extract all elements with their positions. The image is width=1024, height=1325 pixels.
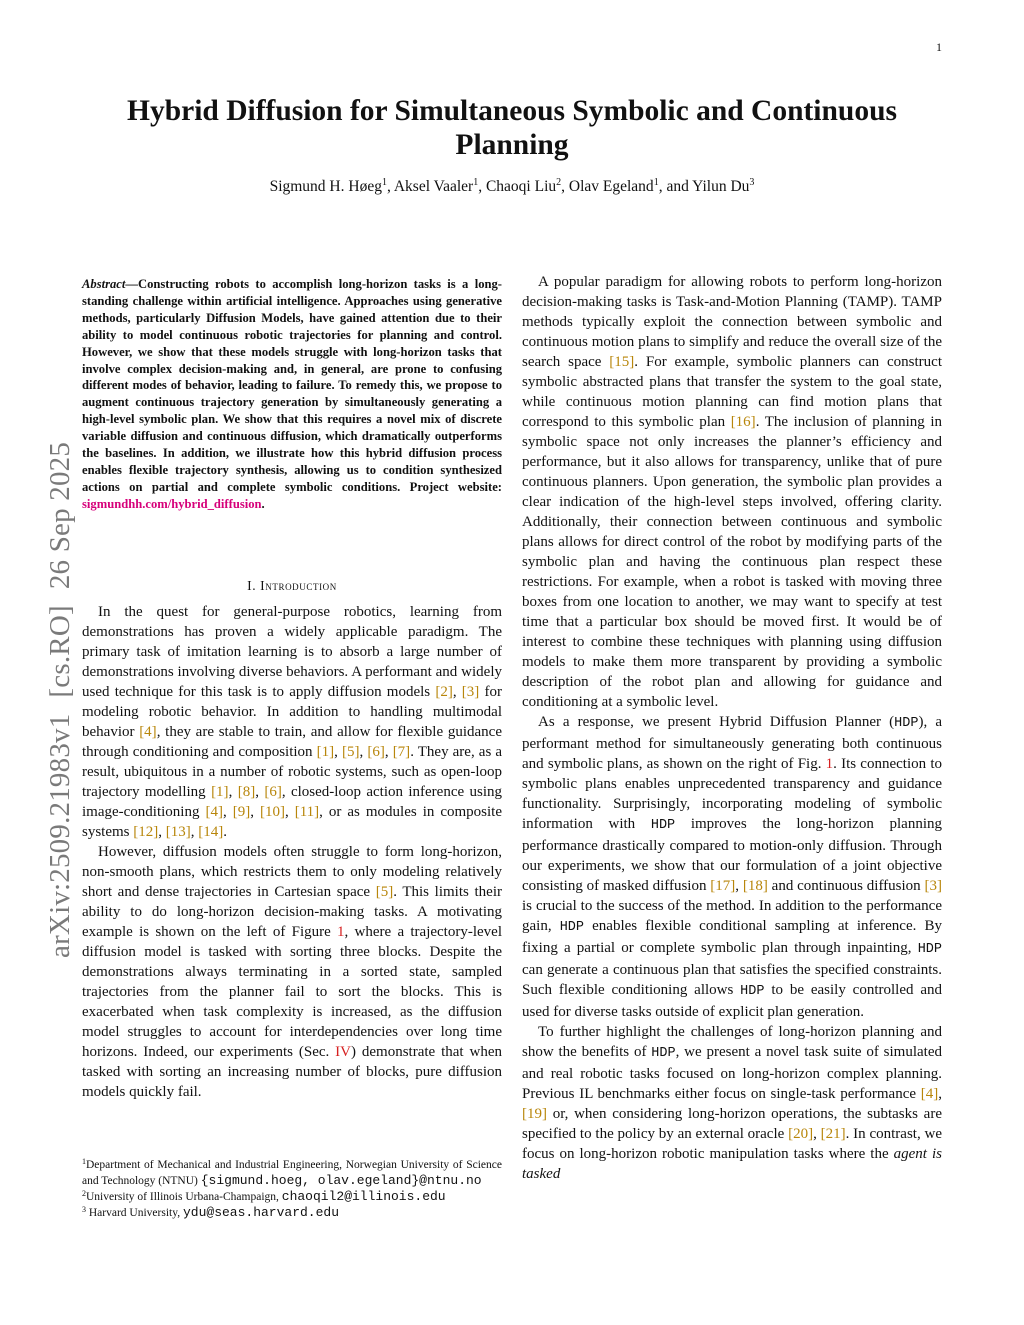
paragraph: To further highlight the challenges of long-horizon planning and show the benefits of HDP, we present a novel task suite of simulated and real robotic tasks focused on long-horizon complex planning. Previous IL benchmarks either focus on single-task performance [4], [19] or, when considering long-horizon operations, the subtasks are specified to the policy by an external oracle [20], [21]. In contrast, we focus on long-horizon robotic manipulation tasks where the agent is tasked — [522, 1024, 942, 1182]
citation-link[interactable]: [12] — [133, 824, 159, 840]
citation-link[interactable]: [21] — [820, 1126, 846, 1142]
citation-link[interactable]: [4] — [920, 1086, 939, 1102]
citation-link[interactable]: [11] — [294, 804, 320, 820]
citation-link[interactable]: [14] — [198, 824, 224, 840]
citation-link[interactable]: [3] — [461, 684, 480, 700]
abstract-text: —Constructing robots to accomplish long-horizon tasks is a long-standing challenge within artificial intelligence. Approaches using generative methods, particularly Diffusion Models, have gained attention due to their ability to model continuous robotic trajectories for planning and control. However, we show that these models struggle with long-horizon tasks that involve complex decision-making and, in general, are prone to confusing different modes of behavior, leading to failure. To remedy this, we propose to augment continuous trajectory generation by simultaneously generating a high-level symbolic plan. We show that this requires a novel mix of discrete variable diffusion and continuous diffusion, which dramatically outperforms the baselines. In addition, we illustrate how this hybrid diffusion process enables flexible trajectory synthesis, allowing us to condition synthesized actions on partial and complete symbolic conditions. Project website: — [82, 277, 502, 494]
abstract: Abstract—Constructing robots to accomplish long-horizon tasks is a long-standing challenge within artificial intelligence. Approaches using generative methods, particularly Diffusion Models, have gained attention due to their ability to model continuous robotic trajectories for planning and control. However, we show that these models struggle with long-horizon tasks that involve complex decision-making and, in general, are prone to confusing different modes of behavior, leading to failure. To remedy this, we propose to augment continuous trajectory generation by simultaneously generating a high-level symbolic plan. We show that this requires a novel mix of discrete variable diffusion and continuous diffusion, which dramatically outperforms the baselines. In addition, we illustrate how this hybrid diffusion process enables flexible trajectory synthesis, allowing us to condition synthesized actions on partial and complete symbolic conditions. Project website: sigmundhh.com/hybrid_diffusion. — [82, 277, 502, 511]
citation-link[interactable]: [13] — [165, 824, 191, 840]
citation-link[interactable]: [5] — [342, 744, 360, 760]
citation-link[interactable]: [2] — [435, 684, 453, 700]
citation-link[interactable]: [15] — [609, 354, 635, 370]
footnote-email[interactable]: chaoqil2@illinois.edu — [281, 1189, 446, 1204]
citation-link[interactable]: [6] — [264, 784, 282, 800]
left-column-body — [82, 602, 502, 1102]
method-name: HDP — [917, 942, 942, 957]
section-heading — [82, 578, 502, 594]
method-name: HDP — [651, 1046, 676, 1061]
citation-link[interactable]: [19] — [522, 1106, 547, 1122]
arxiv-id: arXiv:2509.21983v1 — [44, 713, 76, 958]
cross-reference-link[interactable]: 1 — [337, 924, 345, 940]
method-name: HDP — [559, 920, 585, 935]
cross-reference-link[interactable]: IV — [335, 1044, 351, 1060]
paper-title: Hybrid Diffusion for Simultaneous Symbolic and Continuous Planning — [127, 95, 897, 161]
section-number: I. — [247, 578, 257, 593]
method-name: HDP — [650, 818, 676, 833]
citation-link[interactable]: [20] — [788, 1126, 814, 1142]
footnote-email[interactable]: ydu@seas.harvard.edu — [182, 1205, 340, 1220]
footnotes — [82, 1158, 502, 1221]
arxiv-date: 26 Sep 2025 — [44, 441, 76, 590]
author: Sigmund H. Høeg$^1$ — [269, 177, 387, 195]
cross-reference-link[interactable]: 1 — [825, 756, 834, 772]
arxiv-identifier — [44, 426, 77, 958]
author-list: Sigmund H. Høeg$^1$, Aksel Vaaler$^1$, Chaoqi Liu$^2$, Olav Egeland$^1$, and Yilun Du$^3$ — [269, 177, 755, 195]
method-name: HDP — [740, 984, 765, 999]
footnote: $^1$Department of Mechanical and Industrial Engineering, Norwegian University of Science and Technology (NTNU) {sigmund.hoeg, olav.egeland}@ntnu.no — [82, 1157, 502, 1188]
citation-link[interactable]: [4] — [139, 724, 157, 740]
citation-link[interactable]: [6] — [367, 744, 385, 760]
project-website-link[interactable]: sigmundhh.com/hybrid_diffusion — [82, 496, 262, 511]
method-name: HDP — [894, 716, 919, 731]
page-number: 1 — [936, 40, 942, 54]
citation-link[interactable]: [16] — [730, 414, 756, 430]
right-column-body — [522, 272, 942, 1184]
author: Yilun Du$^3$ — [692, 177, 755, 195]
emphasis: agent is tasked — [522, 1146, 942, 1182]
footnote: $^3$ Harvard University, ydu@seas.harvard.edu — [82, 1205, 340, 1220]
author: Aksel Vaaler$^1$ — [393, 177, 479, 195]
citation-link[interactable]: [17] — [710, 878, 736, 894]
arxiv-category: [cs.RO] — [44, 605, 76, 698]
paragraph: In the quest for general-purpose robotics, learning from demonstrations has proven a widely applicable paradigm. The primary task of imitation learning is to absorb a large number of demonstrations involving diverse behaviors. A performant and widely used technique for this task is to apply diffusion models [2], [3] for modeling robotic behavior. In addition to handling multimodal behavior [4], they are stable to train, and allow for flexible guidance through conditioning and composition [1], [5], [6], [7]. They are, as a result, ubiquitous in a number of robotic systems, such as open-loop trajectory modelling [1], [8], [6], closed-loop action inference using image-conditioning [4], [9], [10], [11], or as modules in composite systems [12], [13], [14]. — [82, 604, 503, 840]
citation-link[interactable]: [8] — [237, 784, 256, 800]
citation-link[interactable]: [1] — [211, 784, 229, 800]
citation-link[interactable]: [4] — [205, 804, 223, 820]
author: Chaoqi Liu$^2$ — [485, 177, 562, 195]
author: Olav Egeland$^1$ — [568, 177, 659, 195]
citation-link[interactable]: [9] — [232, 804, 251, 820]
citation-link[interactable]: [1] — [316, 744, 335, 760]
abstract-label: Abstract — [82, 277, 126, 291]
citation-link[interactable]: [3] — [924, 878, 942, 894]
section-title: Introduction — [260, 578, 337, 593]
citation-link[interactable]: [10] — [259, 804, 285, 820]
footnote: $^2$University of Illinois Urbana-Champaign, chaoqil2@illinois.edu — [82, 1189, 446, 1204]
paragraph: A popular paradigm for allowing robots to perform long-horizon decision-making tasks is Task-and-Motion Planning (TAMP). TAMP methods typically exploit the connection between symbolic and continuous motion plans to simplify and reduce the overall size of the search space [15]. For example, symbolic planners can construct symbolic abstracted plans that transfer the system to the goal state, while continuous motion planning can find motion plans that correspond to this symbolic plan [16]. The inclusion of planning in symbolic space not only increases the planner’s efficiency and performance, but it also allows for transparency, unlike that of pure continuous planners. Upon generation, the symbolic plan provides a clear indication of the high-level steps involved, offering clarity. Additionally, their connection between continuous and symbolic plans allows for direct control of the robot by modifying parts of the symbolic plan and having the continuous plan respect these restrictions. For example, when a robot is tasked with moving three boxes from one location to another, we may want to specify at test time that a particular box should be moved first. It would be of interest to combine these techniques with planning using diffusion models to make them more transparent by providing a symbolic description of the robot plan and allowing for guidance and conditioning at a symbolic level. — [522, 274, 943, 710]
footnote-email[interactable]: {sigmund.hoeg, olav.egeland}@ntnu.no — [200, 1173, 482, 1188]
paragraph: As a response, we present Hybrid Diffusion Planner (HDP), a performant method for simultaneously generating both continuous and symbolic plans, as shown on the right of Fig. 1. Its connection to symbolic plans enables unprecedented transparency and guidance functionality. Surprisingly, incorporating modeling of symbolic information with HDP improves the long-horizon planning performance drastically compared to motion-only diffusion. Through our experiments, we show that our formulation of a joint objective consisting of masked diffusion [17], [18] and continuous diffusion [3] is crucial to the success of the method. In addition to the performance gain, HDP enables flexible conditional sampling at inference. By fixing a partial or complete symbolic plan through inpainting, HDP can generate a continuous plan that satisfies the specified constraints. Such flexible conditioning allows HDP to be easily controlled and used for diverse tasks outside of explicit plan generation. — [522, 714, 943, 1020]
paragraph: However, diffusion models often struggle to form long-horizon, non-smooth plans, which restricts them to only modeling relatively short and dense trajectories in Cartesian space [5]. This limits their ability to do long-horizon decision-making tasks. A motivating example is shown on the left of Figure 1, where a trajectory-level diffusion model is tasked with sorting three blocks. Despite the demonstrations always terminating in a sorted state, sampled trajectories from the planner fail to sort the blocks. This is exacerbated when task complexity is increased, as the diffusion model struggles to account for interdependencies over long time horizons. Indeed, our experiments (Sec. IV) demonstrate that when tasked with sorting an increasing number of blocks, pure diffusion models quickly fail. — [82, 844, 502, 1100]
citation-link[interactable]: [7] — [392, 744, 411, 760]
citation-link[interactable]: [18] — [742, 878, 768, 894]
citation-link[interactable]: [5] — [375, 884, 394, 900]
